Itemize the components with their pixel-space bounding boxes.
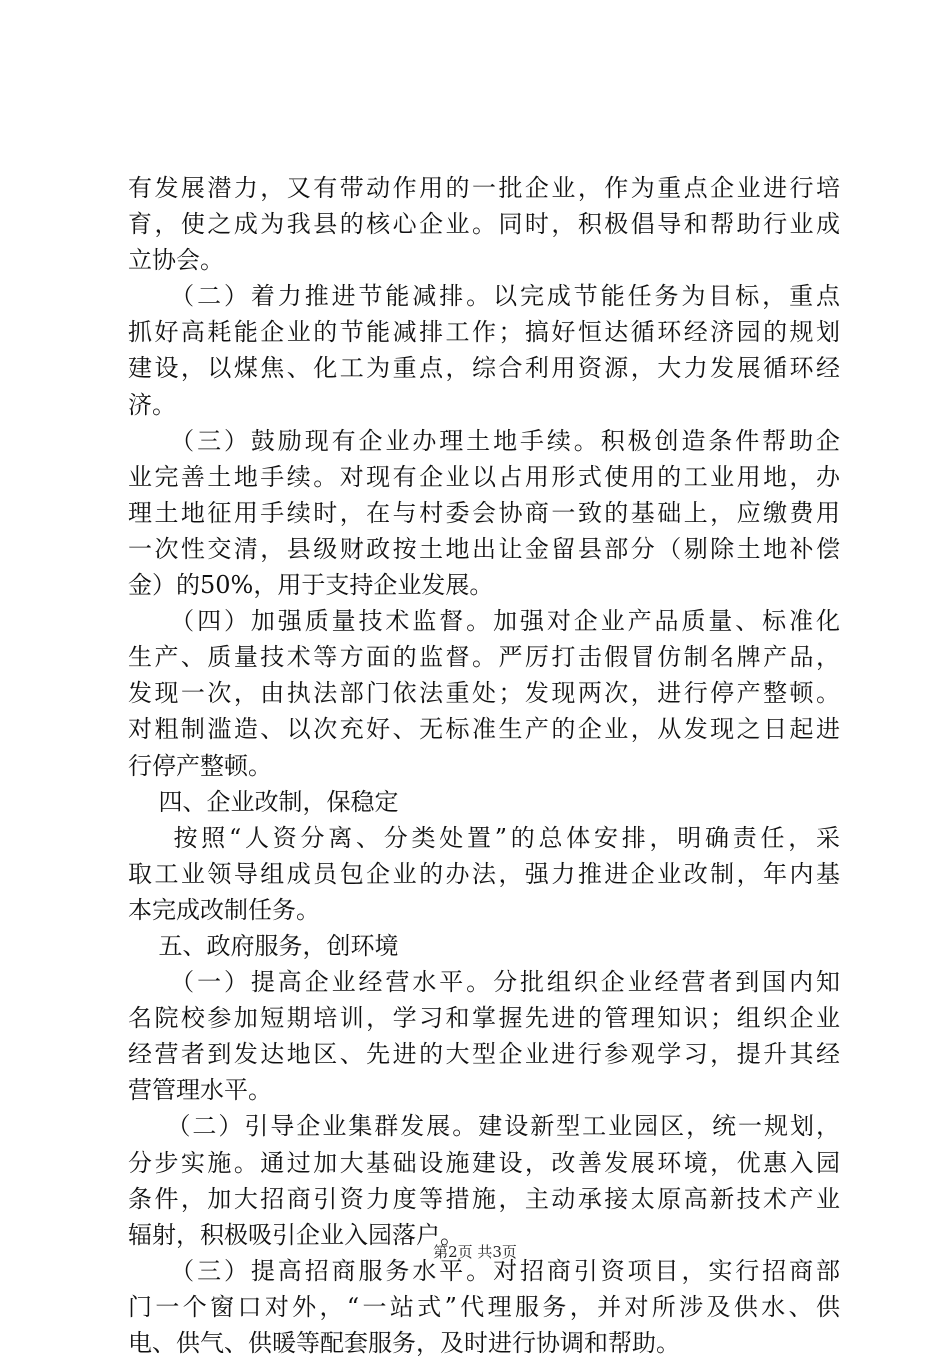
text-line: （三）提高招商服务水平。对招商引资项目，实行招商部 — [128, 1256, 840, 1285]
text-line: 条件，加大招商引资力度等措施，主动承接太原高新技术产业 — [128, 1184, 840, 1213]
text-line: 五、政府服务，创环境 — [128, 931, 399, 960]
text-line: 有发展潜力，又有带动作用的一批企业，作为重点企业进行培 — [128, 174, 840, 202]
text-line: 济。 — [128, 390, 176, 419]
text-line: 对粗制滥造、以次充好、无标准生产的企业，从发现之日起进 — [128, 715, 840, 744]
text-line: （三）鼓励现有企业办理土地手续。积极创造条件帮助企 — [128, 426, 840, 455]
text-line: 经营者到发达地区、先进的大型企业进行参观学习，提升其经 — [128, 1040, 840, 1069]
text-line: 行停产整顿。 — [128, 751, 272, 780]
text-line: 育，使之成为我县的核心企业。同时，积极倡导和帮助行业成 — [128, 210, 840, 239]
text-line: 建设，以煤焦、化工为重点，综合利用资源，大力发展循环经 — [128, 354, 840, 383]
text-line: 本完成改制任务。 — [128, 895, 320, 924]
document-body — [128, 170, 840, 1361]
text-line: （二）着力推进节能减排。以完成节能任务为目标，重点 — [128, 282, 840, 311]
text-line: 营管理水平。 — [128, 1076, 272, 1105]
text-line: 一次性交清，县级财政按土地出让金留县部分（剔除土地补偿 — [128, 534, 840, 563]
text-line: 辐射，积极吸引企业入园落户。 — [128, 1220, 464, 1249]
page-footer: 第2页 共3页 — [433, 1243, 517, 1261]
text-line: 立协会。 — [128, 246, 224, 275]
text-line: 生产、质量技术等方面的监督。严厉打击假冒仿制名牌产品， — [128, 643, 840, 672]
text-line: 名院校参加短期培训，学习和掌握先进的管理知识；组织企业 — [128, 1004, 840, 1033]
text-line: 抓好高耗能企业的节能减排工作；搞好恒达循环经济园的规划 — [128, 318, 840, 347]
text-line: 金）的50%，用于支持企业发展。 — [128, 571, 494, 600]
text-line: 按照“人资分离、分类处置”的总体安排，明确责任，采 — [128, 823, 840, 852]
text-line: 理土地征用手续时，在与村委会协商一致的基础上，应缴费用 — [128, 498, 840, 527]
text-line: 门一个窗口对外，“一站式”代理服务，并对所涉及供水、供 — [128, 1292, 840, 1321]
text-line: 分步实施。通过加大基础设施建设，改善发展环境，优惠入园 — [128, 1148, 840, 1177]
text-line: 业完善土地手续。对现有企业以占用形式使用的工业用地，办 — [128, 462, 840, 491]
text-line: 取工业领导组成员包企业的办法，强力推进企业改制，年内基 — [128, 859, 840, 888]
text-line: 电、供气、供暖等配套服务，及时进行协调和帮助。 — [128, 1329, 680, 1357]
text-line: （四）加强质量技术监督。加强对企业产品质量、标准化 — [128, 607, 840, 636]
text-line: 四、企业改制，保稳定 — [128, 787, 399, 816]
text-line: （二）引导企业集群发展。建设新型工业园区，统一规划， — [128, 1112, 840, 1141]
text-line: （一）提高企业经营水平。分批组织企业经营者到国内知 — [128, 968, 840, 997]
text-line: 发现一次，由执法部门依法重处；发现两次，进行停产整顿。 — [128, 679, 840, 708]
